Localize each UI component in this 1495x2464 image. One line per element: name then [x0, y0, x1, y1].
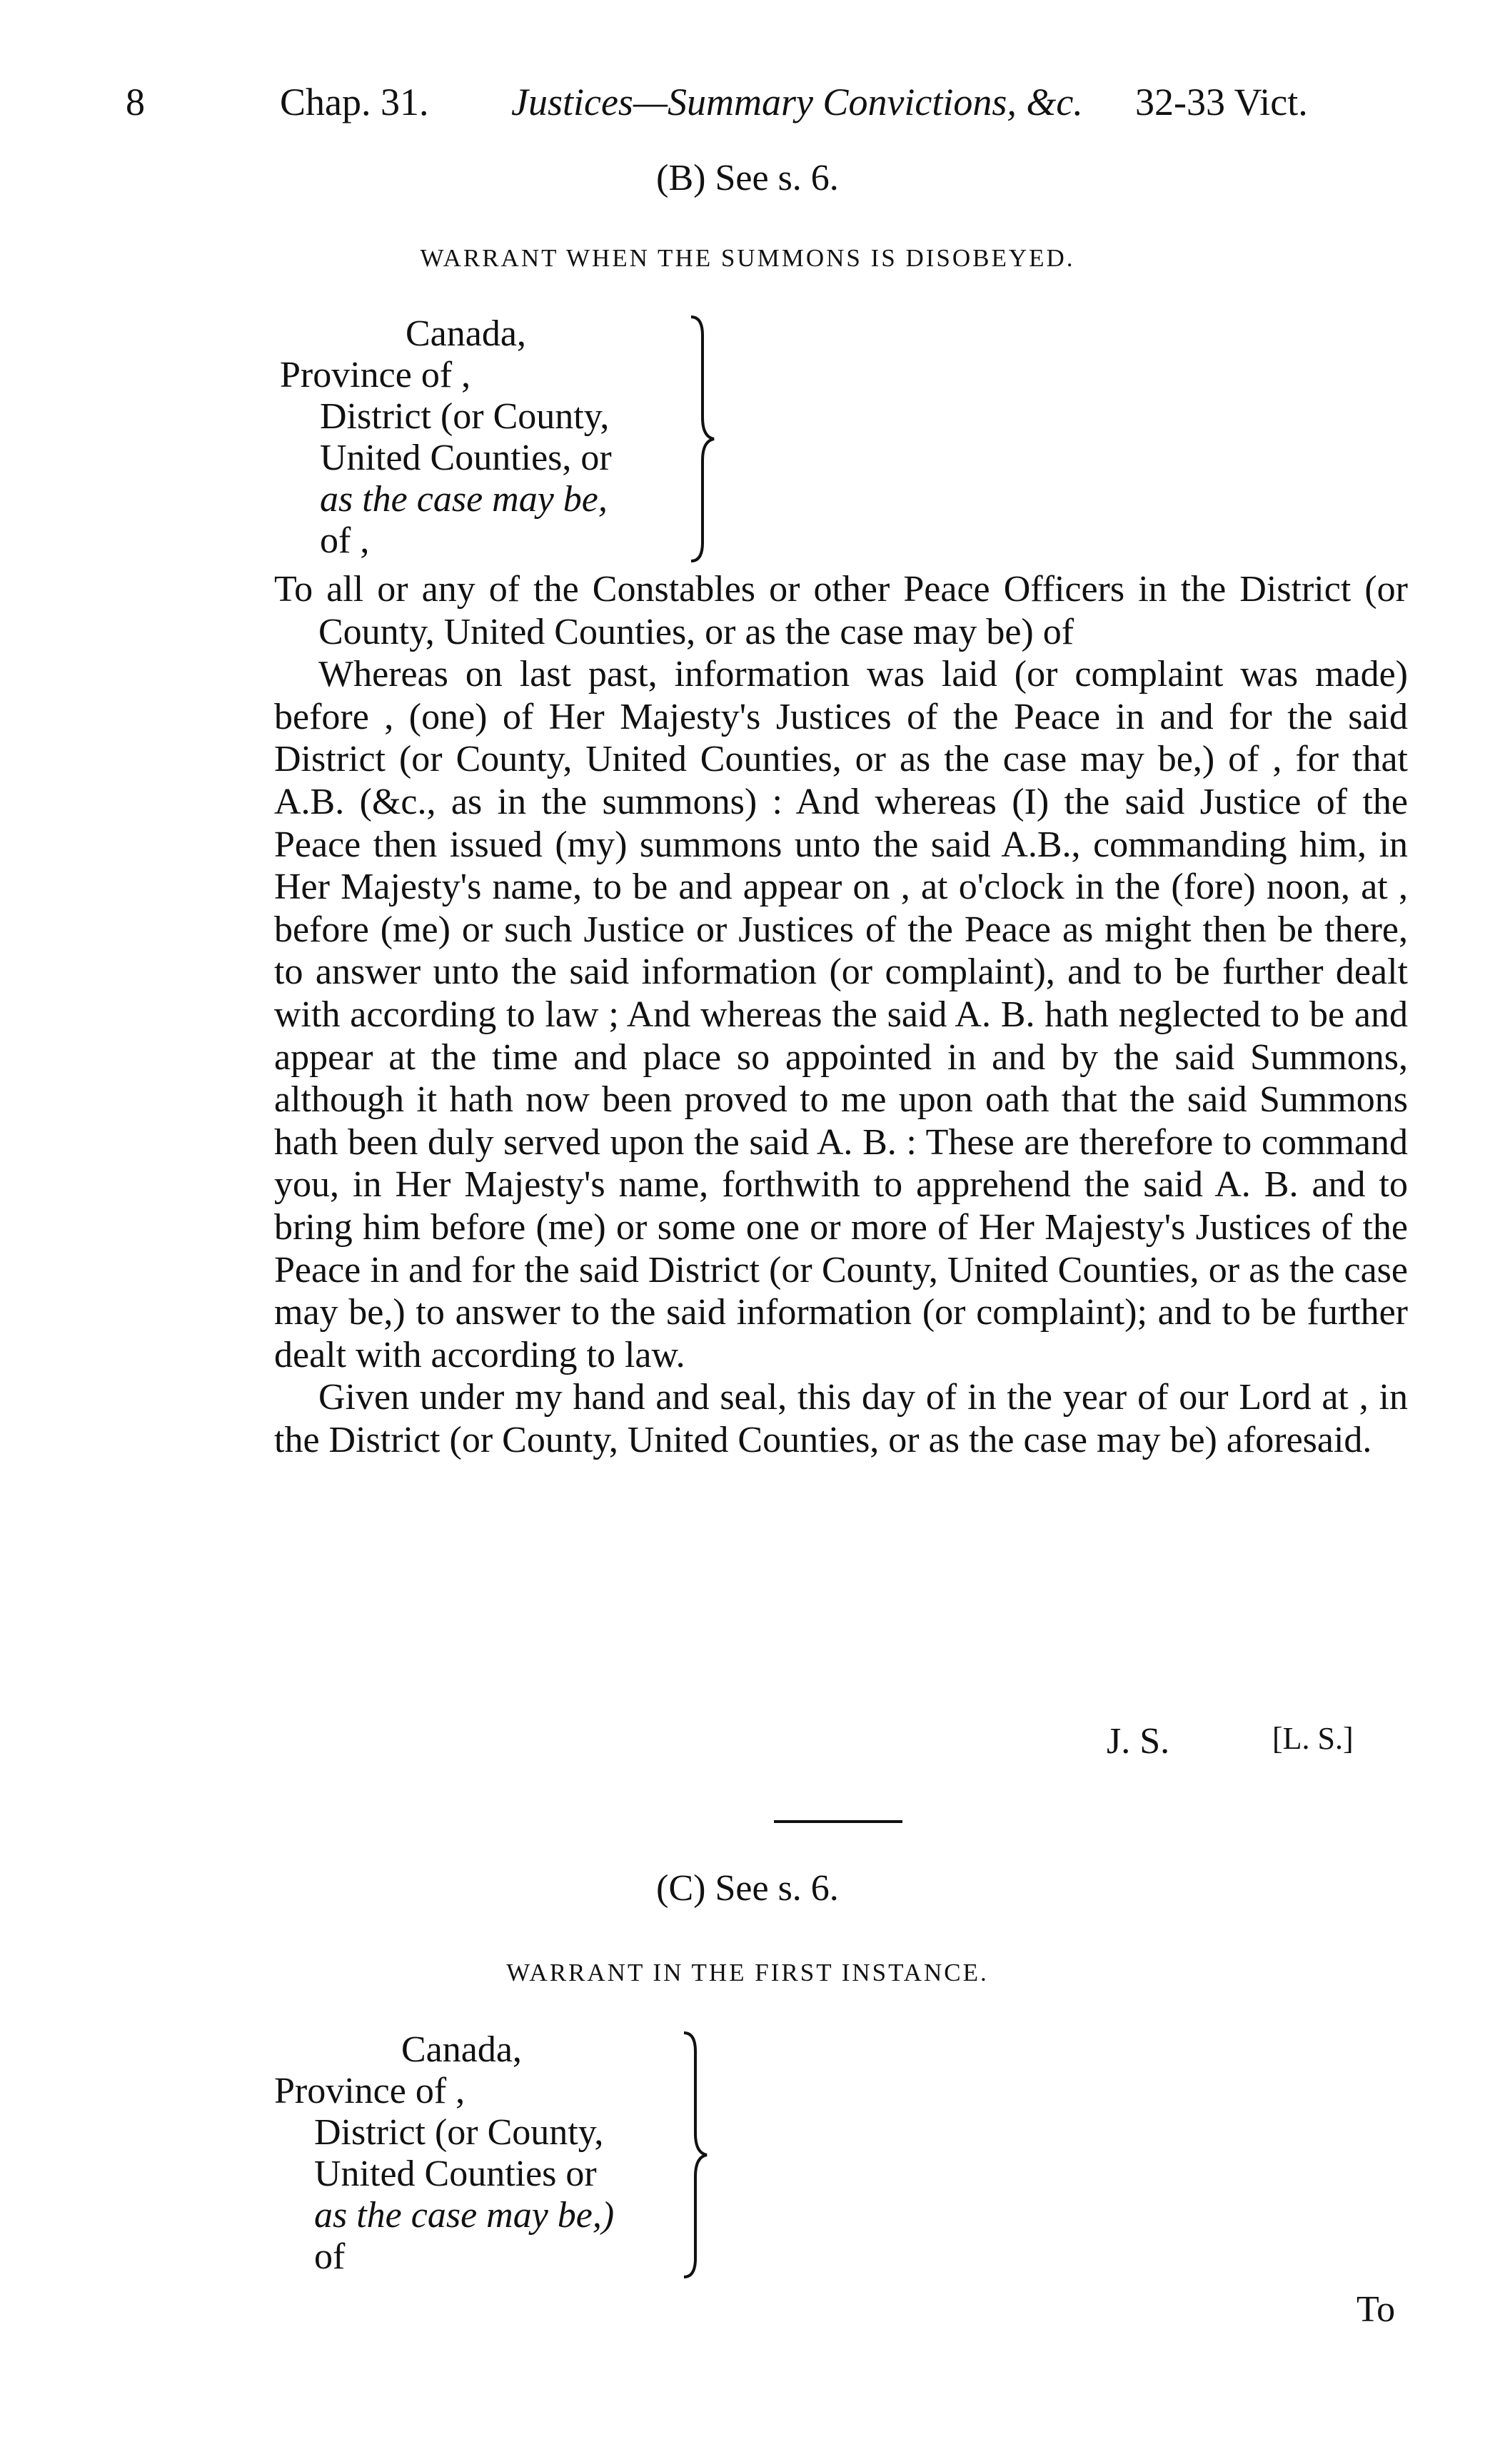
venue-line: of ,	[320, 520, 370, 561]
venue-line: as the case may be,	[320, 479, 608, 520]
recital-paragraph: Whereas on last past, information was laid (or complaint was made) before , (one) of Her Majesty's Justices of the Peace in and for the said District (or County, United Counties, or as the case may be,) of , for that A.B. (&c., as in the summons) : And whereas (I) the said Justice of the Peace then issued (my) summons unto the said A.B., commanding him, in Her Majesty's name, to be and appear on , at o'clock in the (fore) noon, at , before (me) or such Justice or Justices of the Peace as might then be there, to answer unto the said information (or complaint), and to be further dealt with according to law ; And whereas the said A. B. hath neglected to be and appear at the time and place so appointed in and by the said Summons, although it hath now been proved to me upon oath that the said Summons hath been duly served upon the said A. B. : These are therefore to command you, in Her Majesty's name, forthwith to apprehend the said A. B. and to bring him before (me) or some one or more of Her Majesty's Justices of the Peace in and for the said District (or County, United Counties, or as the case may be,) to answer to the said information (or complaint); and to be further dealt with according to law.	[274, 654, 1408, 1375]
seal-mark: [L. S.]	[1272, 1721, 1354, 1756]
section-divider	[774, 1820, 902, 1823]
given-paragraph: Given under my hand and seal, this day of in the year of our Lord at , in the District (or County, United Counties, or as the case may be) aforesaid.	[274, 1377, 1408, 1460]
address-paragraph: To all or any of the Constables or other Peace Officers in the District (or County, United Counties, or as the case may be) of	[274, 569, 1408, 652]
venue-line: as the case may be,)	[314, 2195, 615, 2236]
venue-line: of	[314, 2236, 346, 2277]
venue-line: District (or County,	[320, 396, 610, 437]
venue-line: Canada,	[401, 2029, 522, 2070]
venue-brace	[687, 314, 720, 564]
page-number: 8	[126, 81, 145, 123]
section-b-ref: (B) See s. 6.	[656, 158, 839, 198]
section-c-ref: (C) See s. 6.	[656, 1868, 839, 1909]
venue-line: District (or County,	[314, 2112, 604, 2153]
venue-brace	[680, 2030, 713, 2280]
venue-line: Province of ,	[280, 355, 471, 395]
venue-line: United Counties, or	[320, 438, 612, 478]
regnal-year: 32-33 Vict.	[1135, 81, 1308, 123]
venue-line: United Counties or	[314, 2154, 597, 2194]
venue-line: Canada,	[406, 313, 526, 354]
section-c-title: WARRANT IN THE FIRST INSTANCE.	[506, 1959, 989, 1986]
chapter-label: Chap. 31.	[280, 81, 429, 123]
section-b-body	[274, 568, 1408, 1461]
catchword: To	[1356, 2289, 1396, 2330]
signature: J. S.	[1107, 1721, 1170, 1762]
venue-line: Province of ,	[274, 2071, 465, 2111]
running-title: Justices—Summary Convictions, &c.	[511, 81, 1083, 123]
section-b-title: WARRANT WHEN THE SUMMONS IS DISOBEYED.	[420, 244, 1075, 272]
